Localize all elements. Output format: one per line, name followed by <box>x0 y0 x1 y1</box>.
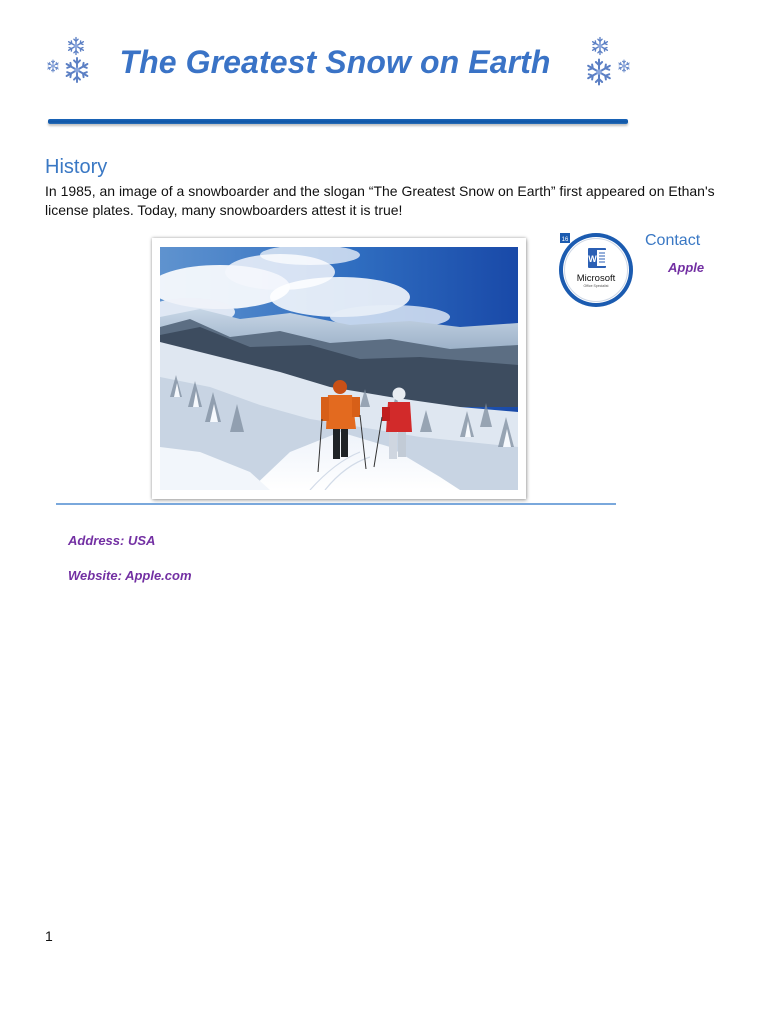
header-divider <box>48 119 628 124</box>
page-number: 1 <box>45 928 53 944</box>
certification-badge <box>557 230 635 310</box>
ski-photo-image <box>160 247 518 490</box>
snowflake-icon-right <box>580 36 636 92</box>
website-text: Website: Apple.com <box>68 568 192 583</box>
badge-subtitle: Office Specialist <box>583 284 609 288</box>
snowflake-icon-left <box>44 36 100 92</box>
history-paragraph: In 1985, an image of a snowboarder and the slogan “The Greatest Snow on Earth” first appeared on Ethan's license plates. Today, many snowboarders attest it is true! <box>45 183 715 218</box>
badge-brand: Microsoft <box>576 273 616 284</box>
section-divider <box>56 503 616 505</box>
history-heading: History <box>45 156 108 178</box>
page-title: The Greatest Snow on Earth <box>119 44 551 80</box>
word-icon <box>588 248 607 268</box>
contact-name: Apple <box>668 260 705 275</box>
address-text: Address: USA <box>68 533 156 548</box>
svg-text:W: W <box>588 254 597 264</box>
svg-text:16: 16 <box>561 237 569 243</box>
ski-photo <box>152 238 526 499</box>
contact-heading: Contact <box>645 232 701 249</box>
